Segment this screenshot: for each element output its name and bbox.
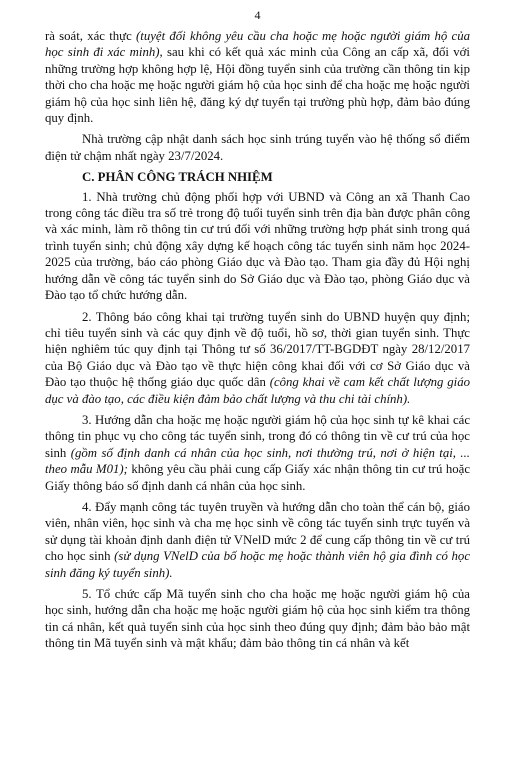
list-item-1 <box>45 189 470 304</box>
list-item-4 <box>45 499 470 581</box>
list-item-3 <box>45 412 470 494</box>
paragraph-verification-text-2: sau khi có kết quả xác minh của Công an cấp xã, đối với những trường hợp không hợp lệ, Hội đồng tuyển sinh của trường cần thông tin kịp thời cho cha hoặc mẹ hoặc người giám hộ của học sinh để cha hoặc mẹ hoặc người giám hộ của học sinh liên hệ, đăng ký dự tuyển tại trường phù hợp, đảm bảo đúng quy định. <box>45 45 470 126</box>
list-item-4-text: 4. Đẩy mạnh công tác tuyên truyền và hướng dẫn cho toàn thể cán bộ, giáo viên, nhân viên, học sinh và cha mẹ học sinh về công tác tuyển sinh trực tuyến và sử dụng tài khoản định danh điện tử VNelD mức 2 để cung cấp thông tin về cư trú cho học sinh <box>45 499 470 564</box>
paragraph-update-deadline <box>45 131 470 164</box>
list-item-3-text: 3. Hướng dẫn cha hoặc mẹ hoặc người giám hộ của học sinh tự kê khai các thông tin phục vụ cho công tác tuyển sinh, trong đó có thông tin về cư trú của học sinh <box>45 412 470 460</box>
list-item-5-text: 5. Tổ chức cấp Mã tuyển sinh cho cha hoặc mẹ hoặc người giám hộ của học sinh, hướng dẫn cha hoặc mẹ hoặc người giám hộ của học sinh kiểm tra thông tin cá nhân, kết quả tuyển sinh của học sinh theo đúng quy định; đảm bảo bảo mật thông tin Mã tuyển sinh và mật khẩu; đảm bảo thông tin cá nhân và kết <box>45 587 470 651</box>
list-item-2 <box>45 309 470 407</box>
section-heading: C. PHÂN CÔNG TRÁCH NHIỆM <box>82 170 273 185</box>
list-item-2-italic: (công khai về cam kết chất lượng giáo dục và đào tạo, các điều kiện đảm bảo chất lượng và thu chi tài chính). <box>45 375 471 406</box>
list-item-5 <box>45 586 470 652</box>
paragraph-verification-italic: (tuyệt đối không yêu cầu cha hoặc mẹ hoặc người giám hộ của học sinh đi xác minh), <box>45 29 470 60</box>
page-number: 4 <box>254 8 261 22</box>
paragraph-update-deadline-text: Nhà trường cập nhật danh sách học sinh trúng tuyển vào hệ thống sổ điểm điện tử chậm nhất ngày 23/7/2024. <box>45 132 470 163</box>
list-item-2-text: 2. Thông báo công khai tại trường tuyển sinh do UBND huyện quy định; chỉ tiêu tuyển sinh và các quy định về độ tuổi, hồ sơ, thời gian tuyển sinh. Thực hiện nghiêm túc quy định tại Thông tư số 36/2017/TT-BGDĐT ngày 28/12/2017 của Bộ Giáo dục và Đào tạo về thực hiện công khai đối với cơ Sở Giáo dục và Đào tạo thuộc hệ thống giáo dục quốc dân <box>45 309 470 390</box>
list-item-4-italic: (sử dụng VNelD của bố hoặc mẹ hoặc thành viên hộ gia đình có học sinh đăng ký tuyển sinh). <box>45 549 470 580</box>
paragraph-verification <box>45 28 470 126</box>
list-item-3-italic: (gồm số định danh cá nhân của học sinh, nơi thường trú, nơi ở hiện tại, ... theo mẫu M01); <box>45 445 470 477</box>
paragraph-verification-text-1: rà soát, xác thực <box>45 29 137 43</box>
list-item-1-text: 1. Nhà trường chủ động phối hợp với UBND và Công an xã Thanh Cao trong công tác điều tra số trẻ trong độ tuổi tuyển sinh trên địa bàn được phân công và xác minh, làm rõ thông tin cư trú đối với những trường hợp phát sinh trong quá trình tuyển sinh; chủ động xây dựng kế hoạch công tác tuyển sinh năm học 2024- 2025 của trường, báo cáo phòng Giáo dục và Đào tạo. Tham gia đầy đủ Hội nghị hướng dẫn về công tác tuyển sinh do Sở Giáo dục và Đào tạo, phòng Giáo dục và Đào tạo tổ chức hướng dẫn. <box>45 189 470 303</box>
list-item-3-text-end: không yêu cầu phải cung cấp Giấy xác nhận thông tin cư trú hoặc Giấy thông báo số định danh cá nhân của học sinh. <box>45 462 470 493</box>
